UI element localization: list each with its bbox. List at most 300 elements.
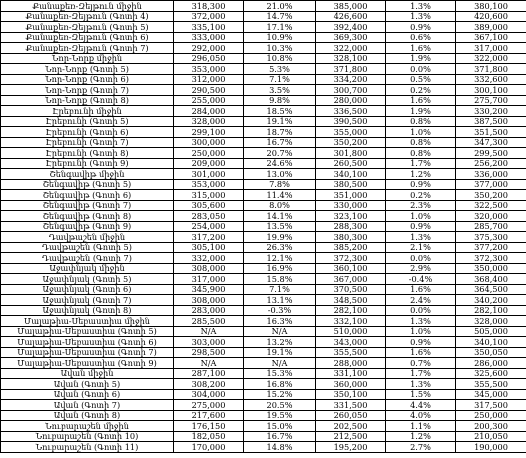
district-name-cell: Նոր-Նորք (Գոտի 6) [1, 74, 174, 85]
table-row [1, 85, 526, 96]
value-cell: 17.1% [244, 22, 316, 33]
value-cell: 1.9% [386, 106, 456, 117]
value-cell: 1.9% [386, 53, 456, 64]
value-cell: 390,500 [316, 116, 386, 127]
value-cell: 387,500 [456, 116, 526, 127]
district-name-cell: Քանաքեռ-Զեյթուն (Գոտի 5) [1, 22, 174, 33]
value-cell: 217,600 [174, 410, 244, 421]
value-cell: N/A [174, 326, 244, 337]
value-cell: 202,500 [316, 421, 386, 432]
value-cell: 176,150 [174, 421, 244, 432]
value-cell: 0.0% [386, 305, 456, 316]
value-cell: 345,900 [174, 284, 244, 295]
value-cell: 24.6% [244, 158, 316, 169]
value-cell: 1.3% [386, 1, 456, 12]
value-cell: 18.5% [244, 106, 316, 117]
value-cell: 353,000 [174, 64, 244, 75]
value-cell: 317,200 [174, 232, 244, 243]
value-cell: 275,700 [456, 95, 526, 106]
district-name-cell: Ավան (Գոտի 7) [1, 400, 174, 411]
value-cell: 0.0% [386, 253, 456, 264]
value-cell: 0.7% [386, 358, 456, 369]
table-row [1, 242, 526, 253]
table-row [1, 295, 526, 306]
district-name-cell: Էրեբունի (Գոտի 5) [1, 116, 174, 127]
table-row [1, 53, 526, 64]
value-cell: 5.3% [244, 64, 316, 75]
value-cell: 0.9% [386, 179, 456, 190]
value-cell: 325,600 [456, 368, 526, 379]
district-name-cell: Աջափնյակ միջին [1, 263, 174, 274]
value-cell: 18.7% [244, 127, 316, 138]
value-cell: 288,300 [316, 221, 386, 232]
value-cell: 348,500 [316, 295, 386, 306]
value-cell: 371,800 [456, 64, 526, 75]
value-cell: 10.3% [244, 43, 316, 54]
value-cell: 369,300 [316, 32, 386, 43]
value-cell: 367,000 [316, 274, 386, 285]
value-cell: 15.3% [244, 368, 316, 379]
table-row [1, 169, 526, 180]
value-cell: 360,000 [316, 379, 386, 390]
value-cell: N/A [174, 358, 244, 369]
value-cell: 323,100 [316, 211, 386, 222]
value-cell: 1.0% [386, 211, 456, 222]
value-cell: 308,200 [174, 379, 244, 390]
value-cell: 322,500 [456, 200, 526, 211]
district-name-cell: Նոր-Նորք (Գոտի 7) [1, 85, 174, 96]
value-cell: 350,100 [316, 389, 386, 400]
value-cell: 19.1% [244, 347, 316, 358]
value-cell: 351,000 [316, 190, 386, 201]
value-cell: 7.8% [244, 179, 316, 190]
value-cell: 0.5% [386, 74, 456, 85]
value-cell: 1.3% [386, 316, 456, 327]
value-cell: 1.7% [386, 158, 456, 169]
value-cell: 322,000 [316, 43, 386, 54]
value-cell: 0.6% [386, 32, 456, 43]
table-row [1, 11, 526, 22]
value-cell: 372,000 [174, 11, 244, 22]
table-row [1, 43, 526, 54]
value-cell: 510,000 [316, 326, 386, 337]
value-cell: 392,400 [316, 22, 386, 33]
value-cell: 287,100 [174, 368, 244, 379]
district-name-cell: Շենգավիթ (Գոտի 5) [1, 179, 174, 190]
value-cell: 1.6% [386, 284, 456, 295]
value-cell: 11.4% [244, 190, 316, 201]
district-name-cell: Քանաքեռ-Զեյթուն միջին [1, 1, 174, 12]
value-cell: 299,100 [174, 127, 244, 138]
value-cell: 288,000 [316, 358, 386, 369]
value-cell: 371,800 [316, 64, 386, 75]
table-row [1, 326, 526, 337]
value-cell: 14.8% [244, 442, 316, 453]
value-cell: 1.2% [386, 431, 456, 442]
district-name-cell: Շենգավիթ միջին [1, 169, 174, 180]
district-name-cell: Նոր-Նորք (Գոտի 8) [1, 95, 174, 106]
district-name-cell: Էրեբունի (Գոտի 6) [1, 127, 174, 138]
value-cell: 2.1% [386, 242, 456, 253]
value-cell: 1.6% [386, 43, 456, 54]
table-row [1, 379, 526, 390]
value-cell: 328,000 [456, 316, 526, 327]
value-cell: 2.9% [386, 263, 456, 274]
table-row [1, 232, 526, 243]
value-cell: 322,000 [456, 53, 526, 64]
value-cell: 1.5% [386, 389, 456, 400]
value-cell: 305,600 [174, 200, 244, 211]
table-row [1, 253, 526, 264]
table-row [1, 305, 526, 316]
value-cell: 303,000 [174, 337, 244, 348]
table-row [1, 1, 526, 12]
value-cell: 317,500 [456, 400, 526, 411]
value-cell: 420,600 [456, 11, 526, 22]
table-row [1, 400, 526, 411]
price-table-body [1, 1, 526, 453]
value-cell: 308,000 [174, 295, 244, 306]
table-row [1, 442, 526, 453]
value-cell: 0.8% [386, 116, 456, 127]
value-cell: 298,500 [174, 347, 244, 358]
value-cell: 209,000 [174, 158, 244, 169]
value-cell: 9.8% [244, 95, 316, 106]
district-name-cell: Մալաթիա-Սեբաստիա միջին [1, 316, 174, 327]
value-cell: 4.0% [386, 410, 456, 421]
value-cell: 317,000 [174, 274, 244, 285]
value-cell: 336,000 [456, 169, 526, 180]
district-name-cell: Աջափնյակ (Գոտի 6) [1, 284, 174, 295]
district-name-cell: Ավան (Գոտի 6) [1, 389, 174, 400]
district-name-cell: Նուբարաշեն (Գոտի 10) [1, 431, 174, 442]
value-cell: 375,300 [456, 232, 526, 243]
value-cell: 8.0% [244, 200, 316, 211]
district-name-cell: Էրեբունի միջին [1, 106, 174, 117]
table-row [1, 337, 526, 348]
value-cell: 21.0% [244, 1, 316, 12]
district-name-cell: Շենգավիթ (Գոտի 9) [1, 221, 174, 232]
table-row [1, 106, 526, 117]
value-cell: 4.4% [386, 400, 456, 411]
value-cell: 1.7% [386, 368, 456, 379]
value-cell: 315,000 [174, 190, 244, 201]
district-name-cell: Նուբարաշեն միջին [1, 421, 174, 432]
value-cell: 0.8% [386, 148, 456, 159]
district-name-cell: Աջափնյակ (Գոտի 7) [1, 295, 174, 306]
table-row [1, 200, 526, 211]
value-cell: 305,100 [174, 242, 244, 253]
value-cell: 0.8% [386, 137, 456, 148]
table-row [1, 179, 526, 190]
value-cell: 299,500 [456, 148, 526, 159]
value-cell: 282,100 [316, 305, 386, 316]
value-cell: 312,000 [174, 74, 244, 85]
district-name-cell: Մալաթիա-Սեբաստիա (Գոտի 6) [1, 337, 174, 348]
value-cell: 275,000 [174, 400, 244, 411]
table-row [1, 431, 526, 442]
value-cell: 330,200 [456, 106, 526, 117]
value-cell: 385,000 [316, 1, 386, 12]
value-cell: 280,000 [316, 95, 386, 106]
value-cell: 377,200 [456, 242, 526, 253]
value-cell: 296,050 [174, 53, 244, 64]
value-cell: 389,000 [456, 22, 526, 33]
district-name-cell: Քանաքեռ-Զեյթուն (Գոտի 4) [1, 11, 174, 22]
value-cell: 368,400 [456, 274, 526, 285]
table-row [1, 64, 526, 75]
value-cell: 350,200 [316, 137, 386, 148]
value-cell: 282,100 [456, 305, 526, 316]
value-cell: 255,000 [174, 95, 244, 106]
value-cell: 13.0% [244, 169, 316, 180]
value-cell: -0.3% [244, 305, 316, 316]
district-name-cell: Նուբարաշեն (Գոտի 11) [1, 442, 174, 453]
value-cell: 0.9% [386, 221, 456, 232]
district-name-cell: Մալաթիա-Սեբաստիա (Գոտի 9) [1, 358, 174, 369]
value-cell: 2.3% [386, 200, 456, 211]
value-cell: 7.1% [244, 284, 316, 295]
value-cell: 328,000 [174, 116, 244, 127]
value-cell: 1.3% [386, 379, 456, 390]
value-cell: 380,100 [456, 1, 526, 12]
value-cell: 15.2% [244, 389, 316, 400]
value-cell: 333,000 [174, 32, 244, 43]
value-cell: 20.5% [244, 400, 316, 411]
table-row [1, 368, 526, 379]
value-cell: 330,000 [316, 200, 386, 211]
value-cell: 3.5% [244, 85, 316, 96]
value-cell: 283,050 [174, 211, 244, 222]
value-cell: 370,500 [316, 284, 386, 295]
value-cell: 0.9% [386, 22, 456, 33]
value-cell: 0.0% [386, 64, 456, 75]
value-cell: 210,050 [456, 431, 526, 442]
value-cell: 332,600 [456, 74, 526, 85]
value-cell: 505,000 [456, 326, 526, 337]
value-cell: 331,100 [316, 368, 386, 379]
value-cell: 14.7% [244, 11, 316, 22]
value-cell: 182,050 [174, 431, 244, 442]
value-cell: 16.9% [244, 263, 316, 274]
value-cell: 1.0% [386, 326, 456, 337]
table-row [1, 22, 526, 33]
value-cell: 26.3% [244, 242, 316, 253]
value-cell: 355,000 [316, 127, 386, 138]
value-cell: 318,300 [174, 1, 244, 12]
value-cell: 304,000 [174, 389, 244, 400]
value-cell: 350,050 [456, 347, 526, 358]
value-cell: 285,700 [456, 221, 526, 232]
value-cell: 332,100 [316, 316, 386, 327]
value-cell: 1.6% [386, 347, 456, 358]
value-cell: 19.5% [244, 410, 316, 421]
value-cell: 301,000 [174, 169, 244, 180]
value-cell: 385,200 [316, 242, 386, 253]
value-cell: 0.2% [386, 190, 456, 201]
value-cell: 340,100 [316, 169, 386, 180]
value-cell: 300,700 [316, 85, 386, 96]
value-cell: 2.7% [386, 442, 456, 453]
value-cell: 292,000 [174, 43, 244, 54]
value-cell: 367,100 [456, 32, 526, 43]
district-name-cell: Էրեբունի (Գոտի 9) [1, 158, 174, 169]
table-row [1, 421, 526, 432]
district-name-cell: Դավթաշեն միջին [1, 232, 174, 243]
value-cell: 13.5% [244, 221, 316, 232]
value-cell: 16.3% [244, 316, 316, 327]
value-cell: 372,300 [456, 253, 526, 264]
district-name-cell: Քանաքեռ-Զեյթուն (Գոտի 7) [1, 43, 174, 54]
value-cell: 14.1% [244, 211, 316, 222]
value-cell: 10.8% [244, 53, 316, 64]
value-cell: 340,100 [456, 337, 526, 348]
district-name-cell: Աջափնյակ (Գոտի 5) [1, 274, 174, 285]
district-name-cell: Քանաքեռ-Զեյթուն (Գոտի 6) [1, 32, 174, 43]
value-cell: 170,000 [174, 442, 244, 453]
value-cell: 19.9% [244, 232, 316, 243]
value-cell: 355,500 [316, 347, 386, 358]
value-cell: 301,800 [316, 148, 386, 159]
table-row [1, 116, 526, 127]
value-cell: 380,300 [316, 232, 386, 243]
value-cell: 13.1% [244, 295, 316, 306]
district-name-cell: Էրեբունի (Գոտի 8) [1, 148, 174, 159]
value-cell: 0.2% [386, 85, 456, 96]
table-row [1, 221, 526, 232]
value-cell: 16.8% [244, 379, 316, 390]
value-cell: 347,300 [456, 137, 526, 148]
value-cell: 308,000 [174, 263, 244, 274]
district-name-cell: Դավթաշեն (Գոտի 7) [1, 253, 174, 264]
value-cell: N/A [244, 326, 316, 337]
table-row [1, 316, 526, 327]
table-row [1, 284, 526, 295]
value-cell: 1.3% [386, 11, 456, 22]
value-cell: 345,000 [456, 389, 526, 400]
value-cell: 364,500 [456, 284, 526, 295]
value-cell: 360,100 [316, 263, 386, 274]
value-cell: 340,200 [456, 295, 526, 306]
value-cell: 335,100 [174, 22, 244, 33]
district-name-cell: Աջափնյակ (Գոտի 8) [1, 305, 174, 316]
value-cell: 353,000 [174, 179, 244, 190]
value-cell: 290,500 [174, 85, 244, 96]
value-cell: 331,500 [316, 400, 386, 411]
value-cell: 426,600 [316, 11, 386, 22]
value-cell: 254,000 [174, 221, 244, 232]
district-name-cell: Մալաթիա-Սեբաստիա (Գոտի 5) [1, 326, 174, 337]
value-cell: 332,000 [174, 253, 244, 264]
value-cell: 343,000 [316, 337, 386, 348]
value-cell: 250,000 [174, 148, 244, 159]
value-cell: 351,500 [456, 127, 526, 138]
value-cell: 200,300 [456, 421, 526, 432]
table-row [1, 389, 526, 400]
value-cell: 16.7% [244, 431, 316, 442]
value-cell: 0.9% [386, 337, 456, 348]
district-name-cell: Շենգավիթ (Գոտի 6) [1, 190, 174, 201]
district-name-cell: Ավան (Գոտի 5) [1, 379, 174, 390]
table-row [1, 211, 526, 222]
value-cell: 336,500 [316, 106, 386, 117]
value-cell: 1.3% [386, 232, 456, 243]
value-cell: 334,200 [316, 74, 386, 85]
table-row [1, 127, 526, 138]
value-cell: 1.6% [386, 95, 456, 106]
value-cell: 260,050 [316, 410, 386, 421]
value-cell: 320,000 [456, 211, 526, 222]
value-cell: 15.0% [244, 421, 316, 432]
value-cell: 284,000 [174, 106, 244, 117]
district-name-cell: Շենգավիթ (Գոտի 8) [1, 211, 174, 222]
value-cell: 19.1% [244, 116, 316, 127]
table-row [1, 410, 526, 421]
value-cell: 350,200 [456, 190, 526, 201]
table-row [1, 95, 526, 106]
value-cell: 10.9% [244, 32, 316, 43]
table-row [1, 347, 526, 358]
value-cell: 350,000 [456, 263, 526, 274]
value-cell: 283,000 [174, 305, 244, 316]
district-name-cell: Ավան (Գոտի 8) [1, 410, 174, 421]
table-row [1, 358, 526, 369]
table-row [1, 263, 526, 274]
value-cell: 195,200 [316, 442, 386, 453]
value-cell: 260,500 [316, 158, 386, 169]
value-cell: 372,300 [316, 253, 386, 264]
value-cell: 1.0% [386, 127, 456, 138]
value-cell: 15.8% [244, 274, 316, 285]
value-cell: 380,500 [316, 179, 386, 190]
value-cell: 1.2% [386, 169, 456, 180]
value-cell: -0.4% [386, 274, 456, 285]
table-row [1, 74, 526, 85]
value-cell: 300,100 [456, 85, 526, 96]
value-cell: 2.4% [386, 295, 456, 306]
district-name-cell: Դավթաշեն (Գոտի 5) [1, 242, 174, 253]
value-cell: 256,200 [456, 158, 526, 169]
value-cell: 16.7% [244, 137, 316, 148]
district-name-cell: Նոր-Նորք (Գոտի 5) [1, 64, 174, 75]
value-cell: 377,000 [456, 179, 526, 190]
value-cell: 1.1% [386, 421, 456, 432]
table-row [1, 32, 526, 43]
value-cell: 190,000 [456, 442, 526, 453]
value-cell: 250,000 [456, 410, 526, 421]
value-cell: 317,000 [456, 43, 526, 54]
value-cell: 355,500 [456, 379, 526, 390]
table-row [1, 190, 526, 201]
value-cell: 7.1% [244, 74, 316, 85]
district-name-cell: Շենգավիթ (Գոտի 7) [1, 200, 174, 211]
value-cell: 285,500 [174, 316, 244, 327]
value-cell: 300,000 [174, 137, 244, 148]
value-cell: 12.1% [244, 253, 316, 264]
table-row [1, 148, 526, 159]
district-name-cell: Մալաթիա-Սեբաստիա (Գոտի 7) [1, 347, 174, 358]
value-cell: 13.2% [244, 337, 316, 348]
value-cell: 328,100 [316, 53, 386, 64]
value-cell: 286,000 [456, 358, 526, 369]
district-name-cell: Էրեբունի (Գոտի 7) [1, 137, 174, 148]
value-cell: N/A [244, 358, 316, 369]
district-name-cell: Ավան միջին [1, 368, 174, 379]
table-row [1, 274, 526, 285]
district-name-cell: Նոր-Նորք միջին [1, 53, 174, 64]
value-cell: 212,500 [316, 431, 386, 442]
table-row [1, 158, 526, 169]
